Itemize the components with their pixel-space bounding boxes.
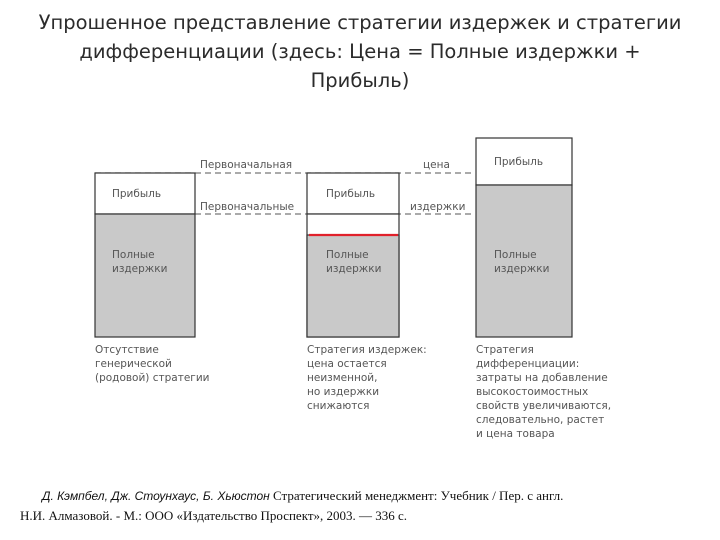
caption-line: Стратегия	[476, 344, 534, 356]
column-cost-strategy	[307, 173, 427, 412]
costs-block	[95, 214, 195, 337]
costs-label-line2: издержки	[112, 263, 168, 275]
caption-line: высокостоимостных	[476, 386, 589, 398]
costs-label-line2: издержки	[326, 263, 382, 275]
caption-line: но издержки	[307, 386, 380, 398]
title-line-1: Упрошенное представление стратегии издержек и стратегии	[38, 11, 682, 34]
caption-line: цена остается	[307, 358, 387, 370]
costs-block	[476, 185, 572, 337]
profit-label: Прибыль	[494, 156, 544, 168]
caption-line: и цена товара	[476, 428, 555, 440]
costs-label-line2: издержки	[494, 263, 550, 275]
left-label-top: Первоначальная	[200, 159, 293, 171]
caption-line: дифференциации:	[476, 358, 580, 370]
caption-line: затраты на добавление	[476, 372, 608, 384]
caption-line: Стратегия издержек:	[307, 344, 427, 356]
right-label-bottom: издержки	[410, 201, 466, 213]
citation-authors: Д. Кэмпбел, Дж. Стоунхаус, Б. Хьюстон	[42, 489, 270, 503]
costs-label-line1: Полные	[326, 249, 369, 261]
title-line-2: дифференциации (здесь: Цена = Полные издержки +	[79, 40, 641, 63]
column-differentiation-strategy	[476, 138, 611, 440]
profit-label: Прибыль	[326, 188, 376, 200]
caption-line: Отсутствие	[95, 344, 159, 356]
citation-text-2: Н.И. Алмазовой. - М.: ООО «Издательство Проспект», 2003. — 336 с.	[20, 508, 408, 523]
caption-line: генерической	[95, 358, 172, 370]
left-label-bottom: Первоначальные	[200, 201, 295, 213]
caption-line: неизменной,	[307, 372, 378, 384]
caption-line: снижаются	[307, 400, 370, 412]
costs-label-line1: Полные	[112, 249, 155, 261]
right-label-top: цена	[423, 159, 450, 171]
title-line-3: Прибыль)	[310, 69, 410, 92]
citation	[20, 486, 704, 525]
profit-label: Прибыль	[112, 188, 162, 200]
citation-text-1: Стратегический менеджмент: Учебник / Пер. с англ.	[273, 488, 564, 503]
caption-line: свойств увеличиваются,	[476, 400, 612, 412]
caption-line: (родовой) стратегии	[95, 372, 210, 384]
column-no-strategy	[95, 173, 209, 384]
costs-label-line1: Полные	[494, 249, 537, 261]
caption-line: следовательно, растет	[476, 414, 605, 426]
